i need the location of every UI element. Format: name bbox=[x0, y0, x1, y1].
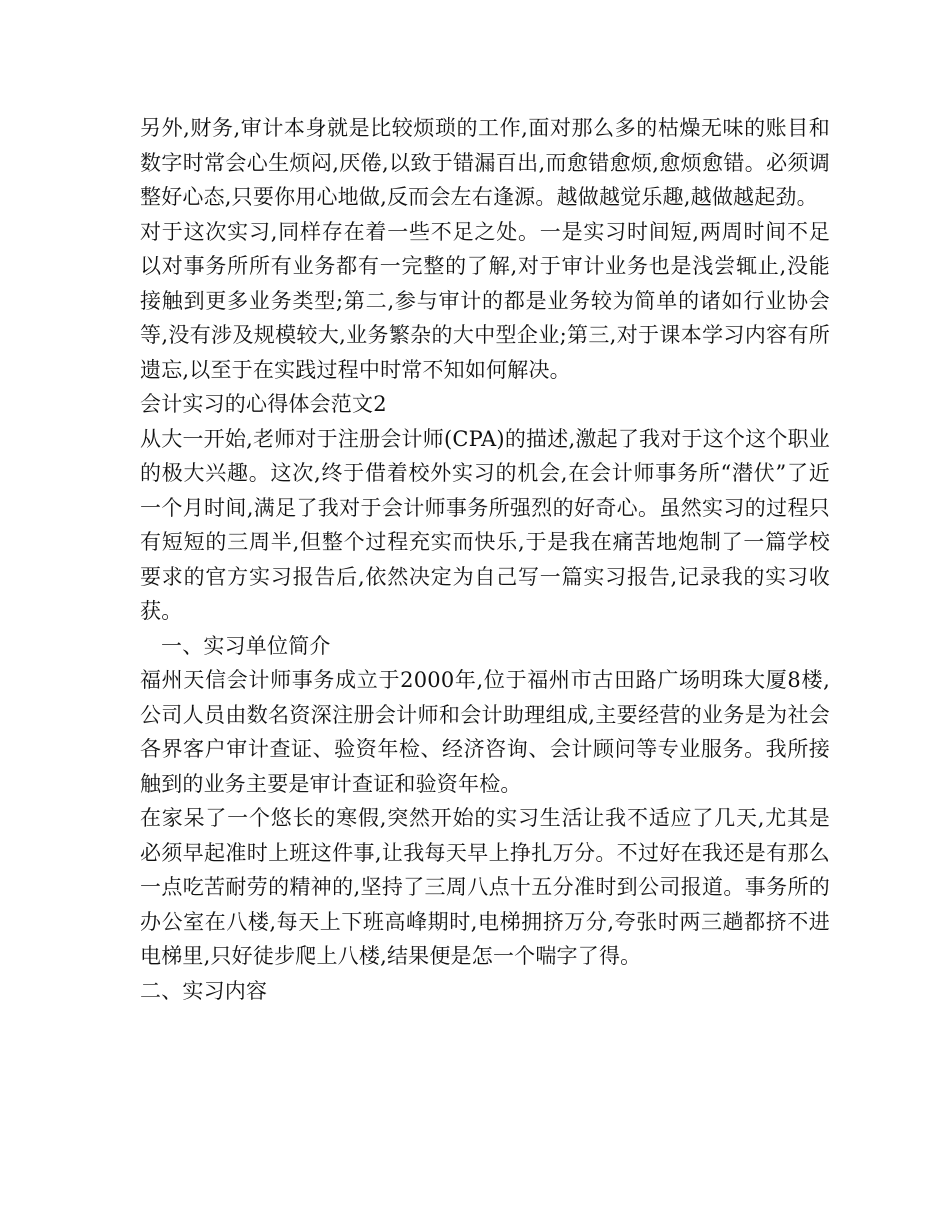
paragraph-daily-life: 在家呆了一个悠长的寒假,突然开始的实习生活让我不适应了几天,尤其是必须早起准时上班这件事,让我每天早上挣扎万分。不过好在我还是有那么一点吃苦耐劳的精神的,坚持了三周八点十五分准时到公司报道。事务所的办公室在八楼,每天上下班高峰期时,电梯拥挤万分,夸张时两三趟都挤不进电梯里,只好徒步爬上八楼,结果便是怎一个喘字了得。 bbox=[140, 806, 830, 968]
paragraph-cpa-interest: 从大一开始,老师对于注册会计师(CPA)的描述,激起了我对于这个这个职业的极大兴趣。这次,终于借着校外实习的机会,在会计师事务所“潜伏”了近一个月时间,满足了我对于会计师事务所强烈的好奇心。虽然实习的过程只有短短的三周半,但整个过程充实而快乐,于是我在痛苦地炮制了一篇学校要求的官方实习报告后,依然决定为自己写一篇实习报告,记录我的实习收获。 bbox=[140, 426, 830, 623]
paragraph-shortcomings: 对于这次实习,同样存在着一些不足之处。一是实习时间短,两周时间不足以对事务所所有业务都有一完整的了解,对于审计业务也是浅尝辄止,没能接触到更多业务类型;第二,参与审计的都是业务较为简单的诸如行业协会等,没有涉及规模较大,业务繁杂的大中型企业;第三,对于课本学习内容有所遗忘,以至于在实践过程中时常不知如何解决。 bbox=[140, 219, 830, 382]
section-title-sample-2: 会计实习的心得体会范文2 bbox=[140, 392, 387, 416]
paragraph-mindset: 另外,财务,审计本身就是比较烦琐的工作,面对那么多的枯燥无味的账目和数字时常会心生烦闷,厌倦,以致于错漏百出,而愈错愈烦,愈烦愈错。必须调整好心态,只要你用心地做,反而会左右逢源。越做越觉乐趣,越做越起劲。 bbox=[140, 116, 830, 209]
paragraph-company-description: 福州天信会计师事务成立于2000年,位于福州市古田路广场明珠大厦8楼,公司人员由数名资深注册会计师和会计助理组成,主要经营的业务是为社会各界客户审计查证、验资年检、经济咨询、会计顾问等专业服务。我所接触到的业务主要是审计查证和验资年检。 bbox=[140, 668, 830, 796]
heading-internship-content: 二、实习内容 bbox=[140, 978, 268, 1003]
heading-company-intro: 一、实习单位简介 bbox=[161, 633, 331, 658]
document-body bbox=[140, 111, 830, 1008]
